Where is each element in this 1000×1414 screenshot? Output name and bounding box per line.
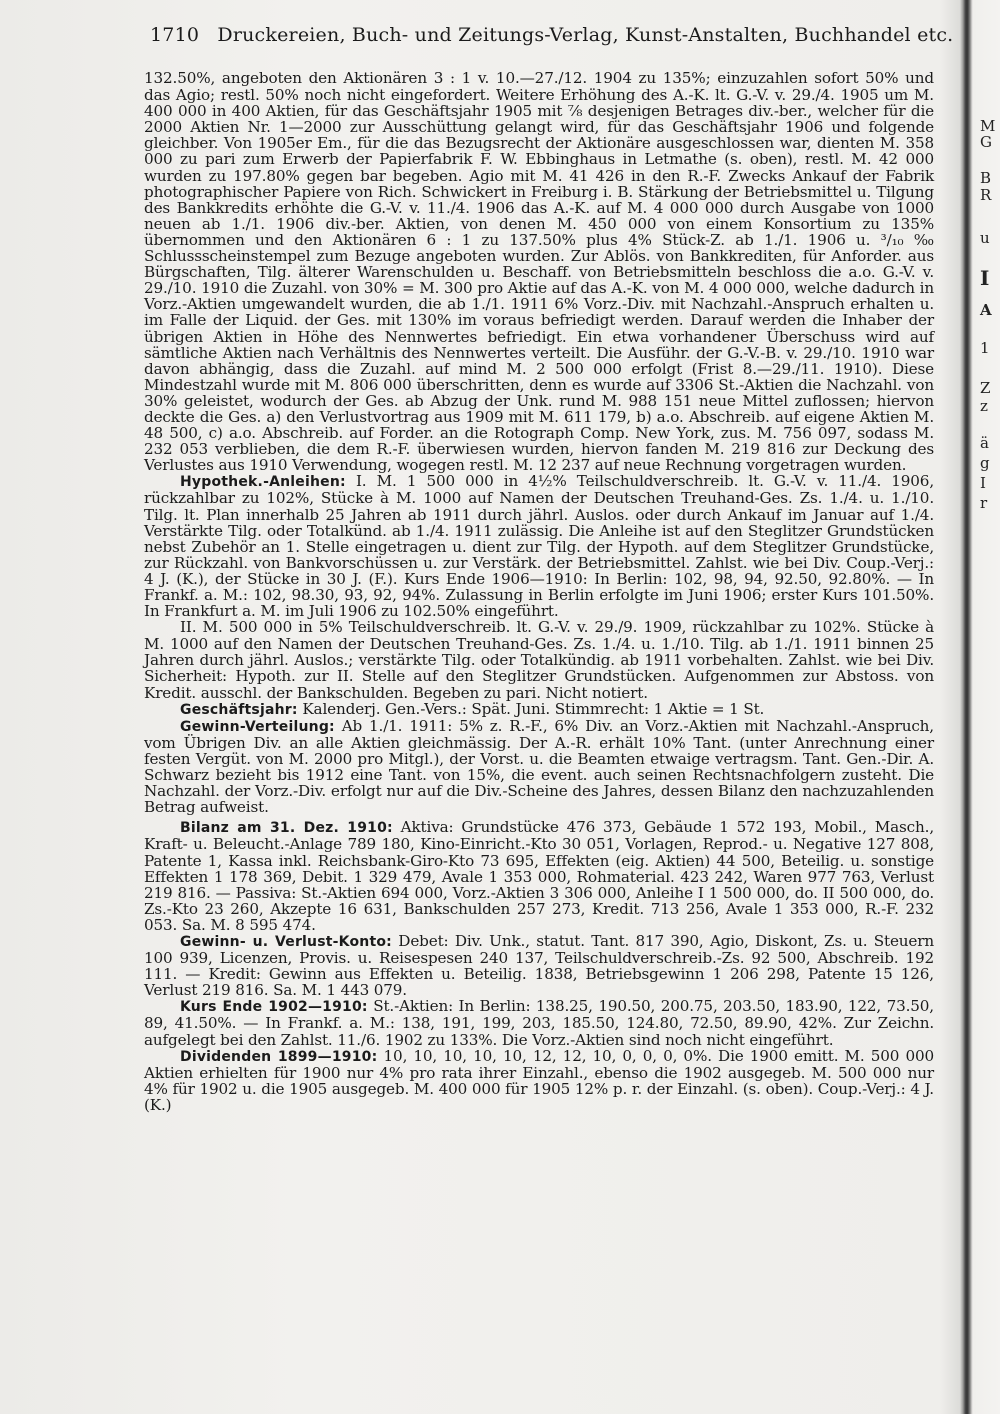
text-column xyxy=(144,70,934,1113)
page-number: 1710 xyxy=(150,24,200,46)
paragraph-gewinn-verlust-konto xyxy=(144,933,934,998)
edge-glyph: ä xyxy=(980,434,989,452)
paragraph-text: Aktiva: Grundstücke 476 373, Gebäude 1 572 193, Mobil., Masch., Kraft- u. Beleucht.-Anlage 789 180, Kino-Einricht.-Kto 30 051, Vorlagen, Reprod.- u. Negative 127 808, Patente 1, Kassa inkl. Reichsbank-Giro-Kto 73 695, Effekten (eig. Aktien) 44 500, Beteilig. u. sonstige Effekten 1 178 369, Debit. 1 329 479, Avale 1 353 000, Rohmaterial. 423 242, Waren 977 763, Verlust 219 816. — Passiva: St.-Aktien 694 000, Vorz.-Aktien 3 306 000, Anleihe I 1 500 000, do. II 500 000, do. Zs.-Kto 23 260, Akzepte 16 631, Bankschulden 257 273, Kredit. 713 256, Avale 1 353 000, R.-F. 232 053. Sa. M. 8 595 474. xyxy=(144,818,934,934)
paragraph-dividenden xyxy=(144,1048,934,1113)
paragraph-text: St.-Aktien: In Berlin: 138.25, 190.50, 200.75, 203.50, 183.90, 122, 73.50, 89, 41.50%. — In Frankf. a. M.: 138, 191, 199, 203, 185.50, 124.80, 72.50, 89.90, 42%. Zur Zeichn. aufgelegt bei den Zahlst. 11./6. 1902 zu 133%. Die Vorz.-Aktien sind noch nicht eingeführt. xyxy=(144,997,934,1049)
edge-glyph: M xyxy=(980,117,996,135)
paragraph-text: I. M. 1 500 000 in 4½% Teilschuldverschreib. lt. G.-V. v. 11./4. 1906, rückzahlbar zu 102%, Stücke à M. 1000 auf Namen der Deutschen Treuhand-Ges. Zs. 1./4. u. 1./10. Tilg. lt. Plan innerhalb 25 Jahren ab 1911 durch jährl. Auslos. oder durch Ankauf im Januar auf 1./4. Verstärkte Tilg. oder Totalkünd. ab 1./4. 1911 zulässig. Die Anleihe ist auf den Steglitzer Grundstücken nebst Zubehör an 1. Stelle eingetragen u. dient zur Tilg. der Hypoth. auf dem Steglitzer Grundstücke, zur Rückzahl. von Bankvorschüssen u. zur Verstärk. der Betriebsmittel. Zahlst. wie bei Div. Coup.-Verj.: 4 J. (K.), der Stücke in 30 J. (F.). Kurs Ende 1906—1910: In Berlin: 102, 98, 94, 92.50, 92.80%. — In Frankf. a. M.: 102, 98.30, 93, 92, 94%. Zulassung in Berlin erfolgte im Juni 1906; erster Kurs 101.50%. In Frankfurt a. M. im Juli 1906 zu 102.50% eingeführt. xyxy=(144,472,934,621)
edge-glyph: A xyxy=(980,301,992,319)
paragraph-label: Hypothek.-Anleihen: xyxy=(180,474,346,491)
paragraph-label: Geschäftsjahr: xyxy=(180,701,298,718)
paragraph-text: Ab 1./1. 1911: 5% z. R.-F., 6% Div. an Vorz.-Aktien mit Nachzahl.-Anspruch, vom Übrigen Div. an alle Aktien gleichmässig. Der A.-R. erhält 10% Tant. (unter Anrechnung einer festen Vergüt. von M. 2000 pro Mitgl.), der Vorst. u. die Beamten etwaige vertragsm. Tant. Gen.-Dir. A. Schwarz bezieht bis 1912 eine Tant. von 15%, die event. auch seinen Rechtsnachfolgern zusteht. Die Nachzahl. der Vorz.-Div. erfolgt nur auf die Div.-Scheine des Jahres, dessen Bilanz den nachzuzahlenden Betrag aufweist. xyxy=(144,716,934,817)
paragraph-label: Bilanz am 31. Dez. 1910: xyxy=(180,820,393,837)
edge-glyph: Z xyxy=(980,379,991,397)
paragraph-anleihe-ii xyxy=(144,619,934,700)
paragraph-label: Gewinn-Verteilung: xyxy=(180,718,335,735)
edge-glyph: R xyxy=(980,186,992,204)
edge-glyph: I xyxy=(980,474,986,492)
paragraph-text: Kalenderj. Gen.-Vers.: Spät. Juni. Stimmrecht: 1 Aktie = 1 St. xyxy=(297,699,765,718)
adjacent-page-edge xyxy=(974,90,1000,1190)
paragraph-label: Kurs Ende 1902—1910: xyxy=(180,999,368,1016)
page-header xyxy=(150,24,954,46)
paragraph-text: II. M. 500 000 in 5% Teilschuldverschreib. lt. G.-V. v. 29./9. 1909, rückzahlbar zu 102%. Stücke à M. 1000 auf den Namen der Deutschen Treuhand-Ges. Zs. 1./4. u. 1./10. Tilg. ab 1./1. 1911 binnen 25 Jahren durch jährl. Auslos.; verstärkte Tilg. oder Totalkündig. ab 1911 vorbehalten. Zahlst. wie bei Div. Sicherheit: Hypoth. zur II. Stelle auf den Steglitzer Grundstücken. Aufgenommen zur Abstoss. von Kredit. ausschl. der Bankschulden. Begeben zu pari. Nicht notiert. xyxy=(144,618,934,702)
paragraph-kurs xyxy=(144,998,934,1047)
edge-glyph: 1 xyxy=(980,339,990,357)
paragraph-text: 10, 10, 10, 10, 10, 12, 12, 10, 0, 0, 0, 0%. Die 1900 emitt. M. 500 000 Aktien erhielten für 1900 nur 4% pro rata ihrer Einzahl., ebenso die 1902 ausgegeb. M. 500 000 nur 4% für 1902 u. die 1905 ausgegeb. M. 400 000 für 1905 12% p. r. der Einzahl. (s. oben). Coup.-Verj.: 4 J. (K.) xyxy=(144,1046,934,1114)
edge-glyph: r xyxy=(980,494,988,512)
binding-gutter-shadow xyxy=(963,0,972,1414)
paragraph-bilanz xyxy=(144,819,934,933)
edge-glyph: I xyxy=(980,266,990,290)
paragraph-text: 132.50%, angeboten den Aktionären 3 : 1 v. 10.—27./12. 1904 zu 135%; einzuzahlen sofort 50% und das Agio; restl. 50% noch nicht eingefordert. Weitere Erhöhung des A.-K. lt. G.-V. v. 29./4. 1905 um M. 400 000 in 400 Aktien, für das Geschäftsjahr 1905 mit ⅞ desjenigen Betrages div.-ber., welcher für die 2000 Aktien Nr. 1—2000 zur Ausschüttung gelangt wird, für das Geschäftsjahr 1906 und folgende gleichber. Von 1905er Em., für die das Bezugsrecht der Aktionäre ausgeschlossen war, dienten M. 358 000 zu pari zum Erwerb der Papierfabrik F. W. Ebbinghaus in Letmathe (s. oben), restl. M. 42 000 wurden zu 197.80% gegen bar begeben. Agio mit M. 41 426 in den R.-F. Zwecks Ankauf der Fabrik photographischer Papiere von Rich. Schwickert in Freiburg i. B. Stärkung der Betriebsmittel u. Tilgung des Bankkredits erhöhte die G.-V. v. 11./4. 1906 das A.-K. auf M. 4 000 000 durch Ausgabe von 1000 neuen ab 1./1. 1906 div.-ber. Aktien, von denen M. 450 000 von einem Konsortium zu 135% übernommen und den Aktionären 6 : 1 zu 137.50% plus 4% Stück-Z. ab 1./1. 1906 u. ³/₁₀ ‰ Schlussscheinstempel zum Bezuge angeboten wurden. Zur Ablös. von Bankkrediten, für Anforder. aus Bürgschaften, Tilg. älterer Warenschulden u. Beschaff. von Betriebsmitteln beschloss die a.o. G.-V. v. 29./10. 1910 die Zuzahl. von 30% = M. 300 pro Aktie auf das A.-K. von M. 4 000 000, welche dadurch in Vorz.-Aktien umgewandelt wurden, die ab 1./1. 1911 6% Vorz.-Div. mit Nachzahl.-Anspruch erhalten u. im Falle der Liquid. der Ges. mit 130% im voraus befriedigt werden. Darauf werden die Inhaber der übrigen Aktien in Höhe des Nennwertes befriedigt. Ein etwa vorhandener Überschuss wird auf sämtliche Aktien nach Verhältnis des Nennwertes verteilt. Die Ausführ. der G.-V.-B. v. 29./10. 1910 war davon abhängig, dass die Zuzahl. auf mind M. 2 500 000 erfolgt (Frist 8.—29./11. 1910). Diese Mindestzahl wurde mit M. 806 000 überschritten, denn es wurde auf 3306 St.-Aktien die Nachzahl. von 30% geleistet, wodurch der Ges. ab Abzug der Unk. rund M. 988 151 neue Mittel zuflossen; hiervon deckte die Ges. a) den Verlustvortrag aus 1909 mit M. 611 179, b) a.o. Abschreib. auf eigene Aktien M. 48 500, c) a.o. Abschreib. auf Forder. an die Rotograph Comp. New York, zus. M. 756 097, sodass M. 232 053 verblieben, die dem R.-F. überwiesen wurden, hiervon fanden M. 219 816 zur Deckung des Verlustes aus 1910 Verwendung, wogegen restl. M. 12 237 auf neue Rechnung vorgetragen wurden. xyxy=(144,69,934,475)
edge-glyph: g xyxy=(980,454,990,472)
edge-glyph: G xyxy=(980,133,992,151)
edge-glyph: z xyxy=(980,397,988,415)
edge-glyph: u xyxy=(980,229,990,247)
paragraph-capital-history xyxy=(144,70,934,473)
paragraph-text: Debet: Div. Unk., statut. Tant. 817 390, Agio, Diskont, Zs. u. Steuern 100 939, Licenzen, Provis. u. Reisespesen 240 137, Teilschuldverschreib.-Zs. 92 500, Abschreib. 192 111. — Kredit: Gewinn aus Effekten u. Beteilig. 1838, Betriebsgewinn 1 206 298, Patente 15 126, Verlust 219 816. Sa. M. 1 443 079. xyxy=(144,931,934,1000)
paragraph-gewinn-verteilung xyxy=(144,718,934,816)
paragraph-label: Dividenden 1899—1910: xyxy=(180,1048,378,1065)
running-title: Druckereien, Buch- und Zeitungs-Verlag, Kunst-Anstalten, Buchhandel etc. xyxy=(217,24,954,46)
paragraph-geschaeftsjahr xyxy=(144,701,934,718)
edge-glyph: B xyxy=(980,169,992,187)
paragraph-hypothek-anleihen xyxy=(144,473,934,619)
paragraph-label: Gewinn- u. Verlust-Konto: xyxy=(180,933,392,950)
